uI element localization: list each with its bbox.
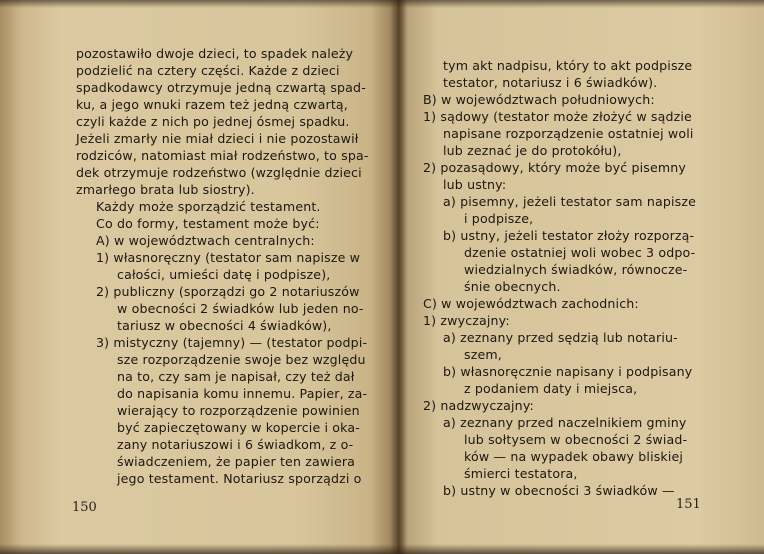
text-line: 2) pozasądowy, który może być pisemny (423, 160, 687, 175)
text-line: a) zeznany przed naczelnikiem gminy (443, 415, 687, 430)
text-line: dzenie ostatniej woli wobec 3 odpo- (464, 245, 696, 260)
text-line: napisane rozporządzenie ostatniej woli (443, 126, 694, 141)
text-line: z podaniem daty i miejsca, (464, 381, 638, 396)
text-line: i podpisze, (464, 211, 534, 226)
page-edge-bottom (0, 544, 764, 554)
text-line: Jeżeli zmarły nie miał dzieci i nie pozostawił (76, 131, 359, 146)
text-line: lub sołtysem w obecności 2 świad- (464, 432, 688, 447)
text-line: na to, czy sam je napisał, czy też dał (117, 369, 355, 384)
text-line: a) zeznany przed sędzią lub notariu- (443, 330, 678, 345)
text-line: 1) własnoręczny (testator sam napisze w (96, 250, 361, 265)
text-line: świadczeniem, że papier ten zawiera (117, 454, 356, 469)
text-line: a) pisemny, jeżeli testator sam napisze (443, 194, 696, 209)
text-line: wiedzialnych świadków, równocze- (464, 262, 688, 277)
text-line: 1) zwyczajny: (423, 313, 510, 328)
text-line: do napisania komu innemu. Papier, za- (117, 386, 368, 401)
text-line: czyli każde z nich po jednej ósmej spadku. (76, 114, 350, 129)
text-line: zmarłego brata lub siostry). (76, 182, 255, 197)
text-line: jego testament. Notariusz sporządzi o (117, 471, 362, 486)
text-line: 2) publiczny (sporządzi go 2 notariuszów (96, 284, 360, 299)
text-line: całości, umieści datę i podpisze), (117, 267, 331, 282)
text-line: wierający to rozporządzenie powinien (117, 403, 360, 418)
text-line: testator, notariusz i 6 świadków). (443, 75, 658, 90)
text-line: lub ustny: (443, 177, 507, 192)
text-line: 1) sądowy (testator może złożyć w sądzie (423, 109, 692, 124)
text-line: b) ustny w obecności 3 świadków — (443, 483, 675, 498)
text-line: Co do formy, testament może być: (96, 216, 320, 231)
text-line: spadkodawcy otrzymuje jedną czwartą spad- (76, 80, 366, 95)
text-line: tym akt nadpisu, który to akt podpisze (443, 58, 693, 73)
page-number-left: 150 (72, 500, 97, 515)
text-line: lub zeznać je do protokółu), (443, 143, 622, 158)
text-line: śmierci testatora, (464, 466, 578, 481)
text-line: ku, a jego wnuki razem też jedną czwartą, (76, 97, 348, 112)
text-line: tariusz w obecności 4 świadków), (117, 318, 332, 333)
text-line: zany notariuszowi i 6 świadkom, z o- (117, 437, 354, 452)
text-line: C) w województwach zachodnich: (423, 296, 639, 311)
text-line: 2) nadzwyczajny: (423, 398, 534, 413)
text-line: A) w województwach centralnych: (96, 233, 315, 248)
text-line: rodziców, natomiast miał rodzeństwo, to spa- (76, 148, 369, 163)
text-line: pozostawiło dwoje dzieci, to spadek należy (76, 46, 354, 61)
text-line: w obecności 2 świadków lub jeden no- (117, 301, 364, 316)
page-edge-top (0, 0, 764, 8)
text-line: podzielić na cztery części. Każde z dzieci (76, 63, 340, 78)
text-line: dek otrzymuje rodzeństwo (względnie dzieci (76, 165, 362, 180)
text-line: ków — na wypadek obawy bliskiej (464, 449, 684, 464)
text-line: być zapieczętowany w kopercie i oka- (117, 420, 360, 435)
page-number-right: 151 (676, 497, 701, 512)
text-line: b) ustny, jeżeli testator złoży rozporzą- (443, 228, 695, 243)
text-line: śnie obecnych. (464, 279, 561, 294)
text-line: Każdy może sporządzić testament. (96, 199, 321, 214)
text-line: B) w województwach południowych: (423, 92, 655, 107)
text-line: sze rozporządzenie swoje bez względu (117, 352, 366, 367)
text-line: b) własnoręcznie napisany i podpisany (443, 364, 693, 379)
book-gutter (390, 0, 406, 554)
text-line: szem, (464, 347, 502, 362)
text-line: 3) mistyczny (tajemny) — (testator podpi- (96, 335, 368, 350)
